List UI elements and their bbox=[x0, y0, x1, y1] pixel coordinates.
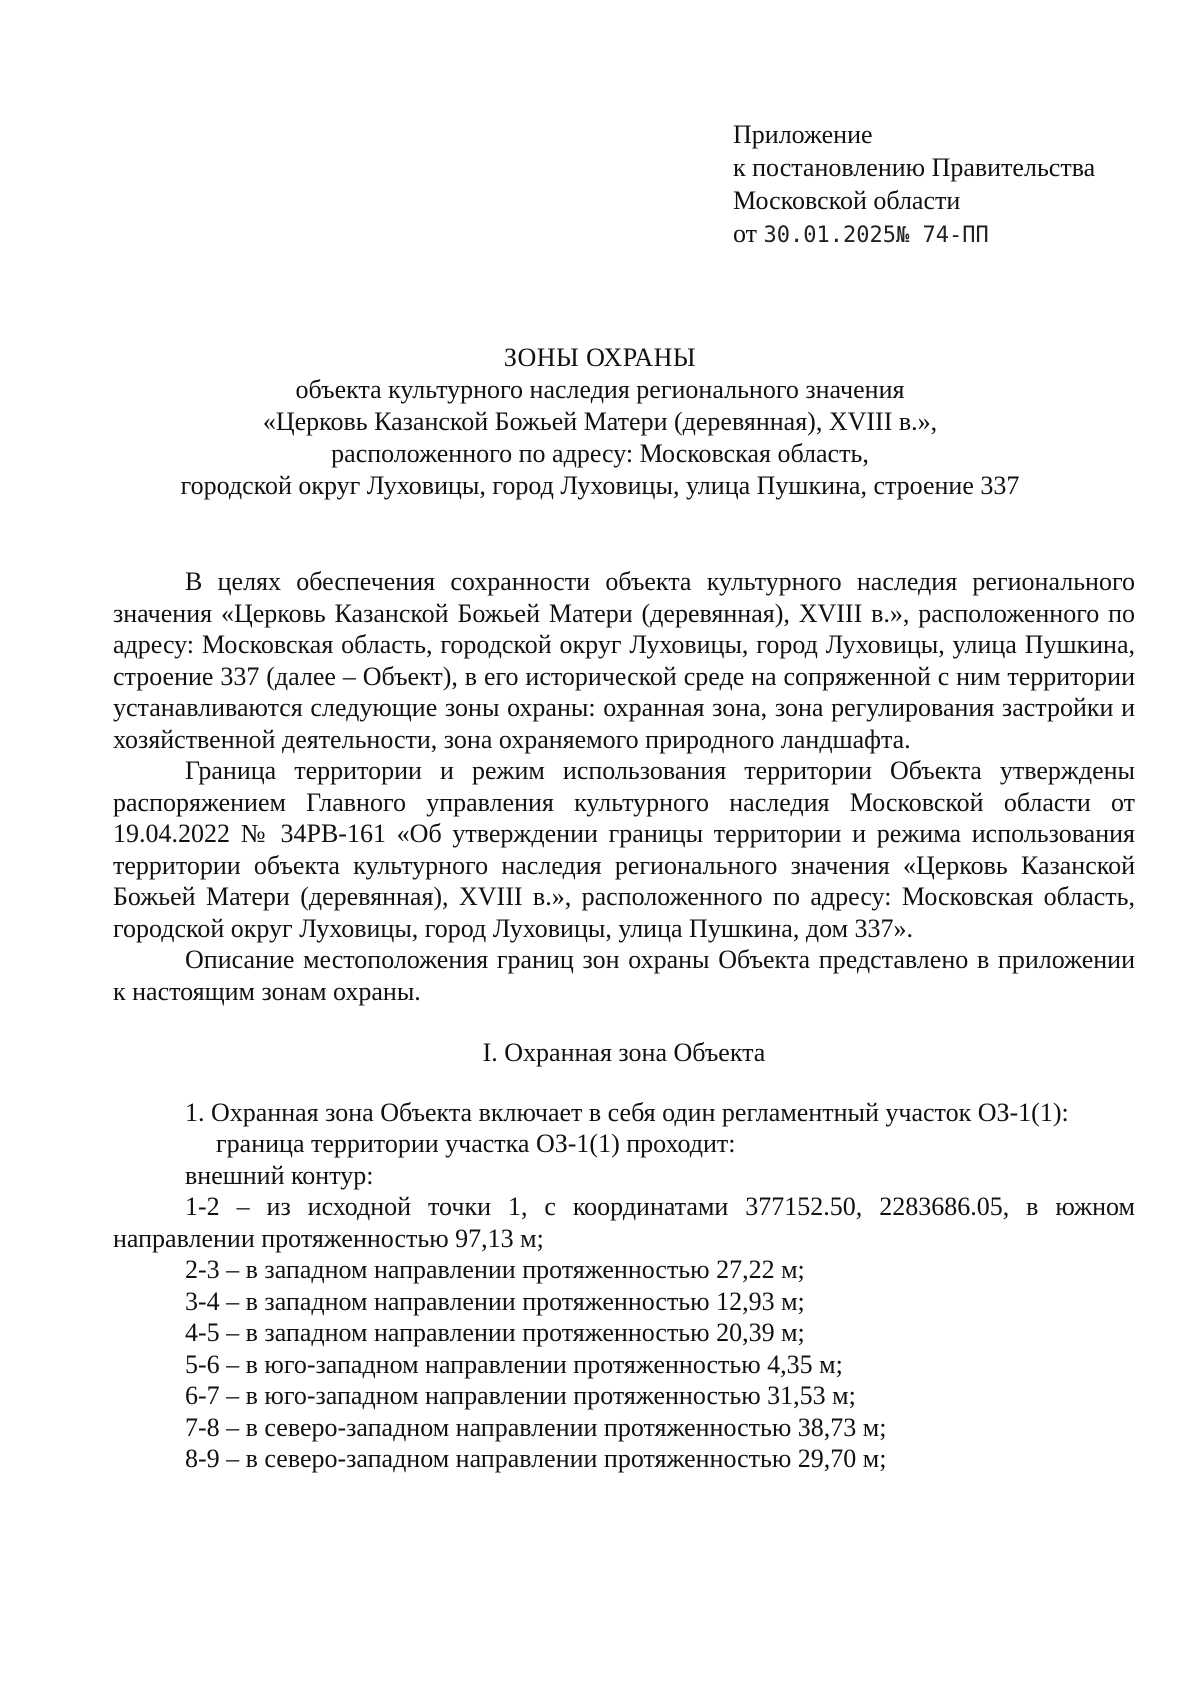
document-heading bbox=[100, 342, 1100, 502]
section-1-title: I. Охранная зона Объекта bbox=[482, 1038, 766, 1067]
outer-contour-label: внешний контур: bbox=[185, 1160, 374, 1190]
appendix-from-prefix: от bbox=[733, 219, 758, 248]
appendix-line-2: к постановлению Правительства bbox=[733, 153, 1096, 182]
appendix-line-3: Московской области bbox=[733, 186, 961, 215]
document-body bbox=[113, 566, 1135, 1475]
segment-line: 5-6 – в юго-западном направлении протяженностью 4,35 м; bbox=[185, 1349, 843, 1379]
paragraph-2: Граница территории и режим использования территории Объекта утверждены распоряжением Главного управления культурного наследия Московской области от 19.04.2022 № 34РВ-161 «Об утверждении границы территории и режима использования территории объекта культурного наследия регионального значения «Церковь Казанской Божьей Матери (деревянная), XVIII в.», расположенного по адресу: Московская область, городской округ Луховицы, город Луховицы, улица Пушкина, дом 337». bbox=[113, 756, 1135, 943]
segment-line: 3-4 – в западном направлении протяженностью 12,93 м; bbox=[185, 1286, 805, 1316]
heading-line-3: расположенного по адресу: Московская область, bbox=[331, 439, 869, 468]
appendix-date-line bbox=[733, 217, 1095, 252]
segment-line: 7-8 – в северо-западном направлении протяженностью 38,73 м; bbox=[185, 1412, 887, 1442]
appendix-line-1: Приложение bbox=[733, 120, 873, 149]
segment-line: 1-2 – из исходной точки 1, с координатами 377152.50, 2283686.05, в южном направлении протяженностью 97,13 м; bbox=[113, 1192, 1135, 1253]
paragraph-1: В целях обеспечения сохранности объекта культурного наследия регионального значения «Церковь Казанской Божьей Матери (деревянная), XVIII в.», расположенного по адресу: Московская область, городской округ Луховицы, город Луховицы, улица Пушкина, строение 337 (далее – Объект), в его исторической среде на сопряженной с ним территории устанавливаются следующие зоны охраны: охранная зона, зона регулирования застройки и хозяйственной деятельности, зона охраняемого природного ландшафта. bbox=[113, 567, 1135, 754]
heading-line-4: городской округ Луховицы, город Луховицы, улица Пушкина, строение 337 bbox=[180, 471, 1020, 500]
item-1: 1. Охранная зона Объекта включает в себя один регламентный участок ОЗ-1(1): bbox=[185, 1097, 1069, 1127]
appendix-block bbox=[733, 118, 1095, 252]
appendix-number: № 74-ПП bbox=[895, 223, 989, 248]
segment-line: 2-3 – в западном направлении протяженностью 27,22 м; bbox=[185, 1255, 805, 1284]
appendix-date: 30.01.2025 bbox=[763, 223, 896, 248]
segment-line: 6-7 – в юго-западном направлении протяженностью 31,53 м; bbox=[185, 1381, 856, 1410]
heading-title: ЗОНЫ ОХРАНЫ bbox=[503, 343, 697, 372]
heading-line-1: объекта культурного наследия регионального значения bbox=[295, 375, 905, 404]
segment-line: 4-5 – в западном направлении протяженностью 20,39 м; bbox=[185, 1318, 805, 1347]
border-description-line: граница территории участка ОЗ-1(1) проходит: bbox=[216, 1129, 736, 1158]
paragraph-3: Описание местоположения границ зон охраны Объекта представлено в приложении к настоящим зонам охраны. bbox=[113, 945, 1135, 1006]
segment-line: 8-9 – в северо-западном направлении протяженностью 29,70 м; bbox=[185, 1444, 887, 1473]
heading-line-2: «Церковь Казанской Божьей Матери (деревянная), XVIII в.», bbox=[262, 407, 938, 436]
